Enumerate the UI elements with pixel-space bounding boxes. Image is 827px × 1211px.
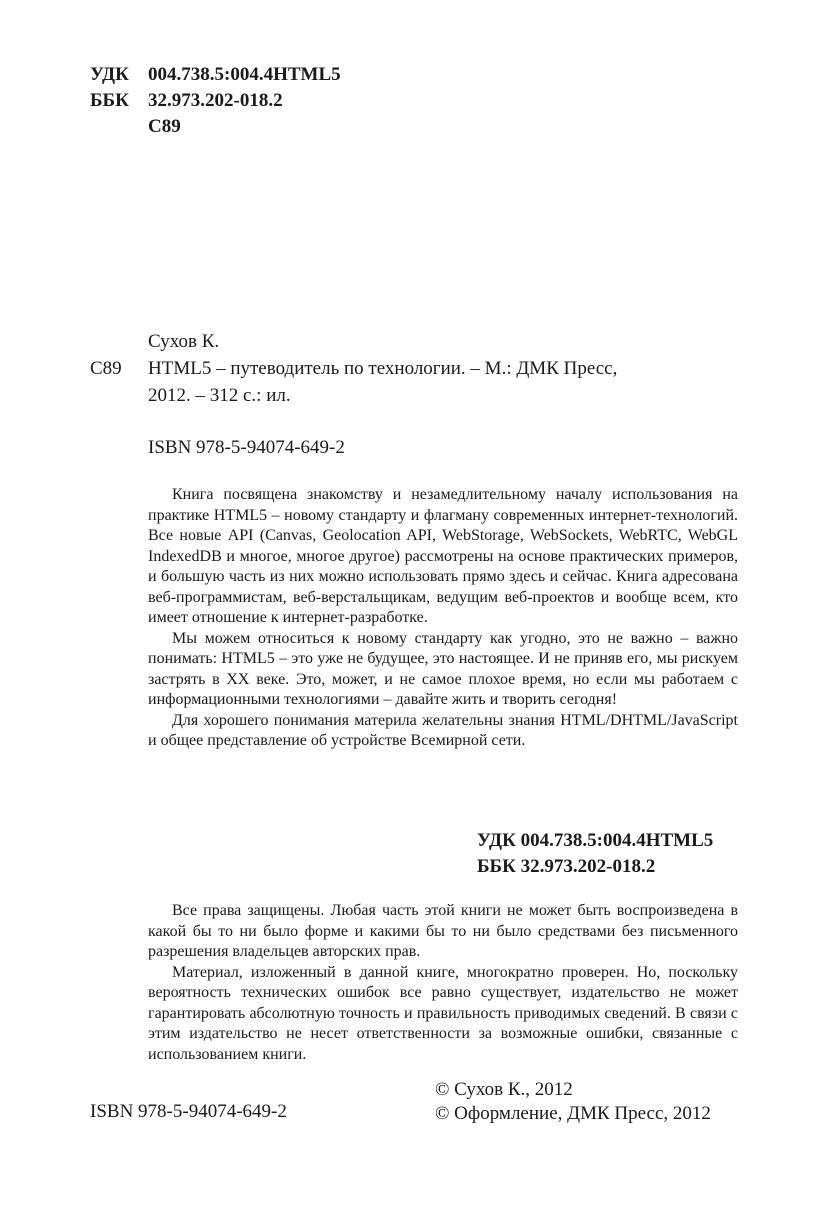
isbn-main: ISBN 978-5-94074-649-2 [148,437,345,458]
bbk-value: 32.973.202-018.2 [148,90,283,111]
catalog-mark: С89 [90,358,122,379]
bottom-classification-codes [477,828,713,880]
isbn-footer: ISBN 978-5-94074-649-2 [90,1101,287,1122]
rights-notice [148,901,738,1065]
rights-paragraph: Материал, изложенный в данной книге, многократно проверен. Но, поскольку вероятность технических ошибок все равно существует, издательство не может гарантировать абсолютную точность и правильность приводимых сведений. В связи с этим издательство не несет ответственности за возможные ошибки, связанные с использованием книги. [148,963,738,1063]
catalog-entry [90,328,738,409]
bbk-row [90,88,341,114]
abstract [148,485,738,752]
catalog-author: Сухов К. [148,331,220,352]
copyright-block [435,1078,711,1126]
udk-label: УДК [90,64,129,85]
abstract-paragraph: Книга посвящена знакомству и незамедлительному началу использования на практике HTML5 – новому стандарту и флагману современных интернет-технологий. Все новые API (Canvas, Geolocation API, WebStorage, WebSockets, WebRTC, WebGL IndexedDB и многое, многое другое) рассмотрены на основе практических примеров, и большую часть из них можно использовать прямо здесь и сейчас. Книга адресована веб-программистам, веб-верстальщикам, ведущим веб-проектов и вообще всем, кто имеет отношение к интернет-разработке. [148,486,738,626]
author-mark-row [90,114,341,140]
udk-row [90,62,341,88]
bottom-bbk: ББК 32.973.202-018.2 [477,856,656,877]
copyright-author: © Сухов К., 2012 [435,1079,573,1100]
bbk-label: ББК [90,90,129,111]
catalog-title-line-1: HTML5 – путеводитель по технологии. – М.: ДМК Пресс, [148,358,618,379]
classification-codes [90,62,341,140]
catalog-title-line-2: 2012. – 312 с.: ил. [148,385,291,406]
copyright-design: © Оформление, ДМК Пресс, 2012 [435,1103,711,1124]
bottom-udk: УДК 004.738.5:004.4HTML5 [477,830,714,851]
author-mark: С89 [148,116,181,137]
abstract-paragraph: Для хорошего понимания материла желательны знания HTML/DHTML/JavaScript и общее представление об устройстве Всемирной сети. [148,711,738,749]
rights-paragraph: Все права защищены. Любая часть этой книги не может быть воспроизведена в какой бы то ни было форме и какими бы то ни было средствами без письменного разрешения владельцев авторских прав. [148,902,738,960]
udk-value: 004.738.5:004.4HTML5 [148,64,341,85]
abstract-paragraph: Мы можем относиться к новому стандарту как угодно, это не важно – важно понимать: HTML5 – это уже не будущее, это настоящее. И не приняв его, мы рискуем застрять в XX веке. Это, может, и не самое плохое время, но если мы работаем с информационными технологиями – давайте жить и творить сегодня! [148,629,738,708]
catalog-title [148,355,738,409]
